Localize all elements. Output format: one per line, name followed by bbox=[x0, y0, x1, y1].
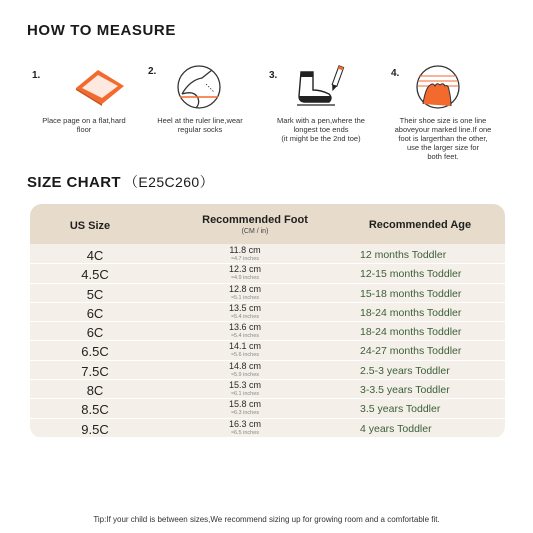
foot-inches-cell: ≈5.1 inches bbox=[230, 294, 260, 301]
size-chart-title-text: SIZE CHART bbox=[27, 174, 121, 191]
age-cell: 12-15 months Toddler bbox=[360, 268, 462, 281]
table-body bbox=[30, 245, 505, 438]
us-size-cell: 6C bbox=[86, 305, 104, 321]
us-size-cell: 6C bbox=[86, 325, 104, 341]
foot-inches-cell: ≈4.7 inches bbox=[230, 256, 260, 262]
table-header bbox=[30, 204, 505, 244]
age-cell: 3-3.5 years Toddler bbox=[360, 384, 450, 397]
age-cell: 12 months Toddler bbox=[360, 249, 447, 261]
foot-cm-cell: 13.6 cm bbox=[228, 322, 261, 333]
us-size-cell: 6.5C bbox=[81, 344, 109, 360]
table-row bbox=[30, 341, 505, 360]
header-recommended-age: Recommended Age bbox=[368, 219, 472, 231]
measure-step-1 bbox=[22, 64, 146, 164]
us-size-cell: 4.5C bbox=[81, 267, 109, 283]
measure-step-4 bbox=[381, 64, 505, 164]
us-size-cell: 7.5C bbox=[81, 363, 109, 379]
step-number: 3. bbox=[269, 70, 278, 81]
size-chart-title bbox=[27, 172, 214, 192]
table-row bbox=[30, 245, 505, 264]
foot-inches-cell: ≈5.4 inches bbox=[230, 313, 260, 320]
size-chart-code: （E25C260） bbox=[124, 174, 214, 190]
us-size-cell: 5C bbox=[86, 286, 104, 302]
table-row bbox=[30, 419, 505, 438]
foot-inches-cell: ≈5.4 inches bbox=[230, 333, 260, 340]
measure-step-2 bbox=[138, 64, 262, 164]
foot-inches-cell: ≈6.1 inches bbox=[230, 391, 260, 398]
foot-inches-cell: ≈6.5 inches bbox=[230, 429, 260, 436]
age-cell: 4 years Toddler bbox=[360, 422, 432, 435]
step-number: 4. bbox=[391, 68, 400, 79]
foot-cm-cell: 11.8 cm bbox=[229, 245, 261, 255]
step-caption: Mark with a pen,where the longest toe ends (it might be the 2nd toe) bbox=[277, 116, 365, 143]
foot-cm-cell: 16.3 cm bbox=[228, 418, 261, 429]
measure-step-3 bbox=[259, 64, 383, 164]
table-row bbox=[30, 361, 505, 380]
step-caption: Place page on a flat,hard floor bbox=[42, 116, 126, 134]
foot-cm-cell: 13.5 cm bbox=[228, 302, 261, 313]
us-size-cell: 9.5C bbox=[81, 421, 109, 437]
foot-cm-cell: 12.8 cm bbox=[228, 283, 261, 294]
age-cell: 24-27 months Toddler bbox=[360, 345, 462, 358]
foot-cm-cell: 14.1 cm bbox=[228, 341, 261, 352]
step-number: 1. bbox=[32, 70, 41, 81]
sizing-tip: Tip:If your child is between sizes,We recommend sizing up for growing room and a comfortable fit. bbox=[93, 515, 440, 524]
age-cell: 2.5-3 years Toddler bbox=[360, 364, 450, 377]
table-row bbox=[30, 284, 505, 303]
header-recommended-foot: Recommended Foot bbox=[202, 214, 308, 226]
size-chart-table bbox=[30, 204, 505, 438]
table-row bbox=[30, 303, 505, 322]
us-size-cell: 8C bbox=[86, 383, 104, 399]
age-cell: 3.5 years Toddler bbox=[360, 403, 441, 416]
paper-sheet-icon bbox=[70, 64, 130, 108]
sock-pen-icon bbox=[295, 64, 345, 108]
foot-inches-cell: ≈6.3 inches bbox=[230, 410, 260, 417]
foot-cm-cell: 15.8 cm bbox=[228, 399, 261, 410]
step-caption: Their shoe size is one line aboveyour marked line.If one foot is largerthan the other, use the larger size for both feet. bbox=[394, 116, 492, 161]
foot-cm-cell: 12.3 cm bbox=[228, 264, 261, 275]
how-to-measure-title: HOW TO MEASURE bbox=[27, 22, 176, 39]
age-cell: 18-24 months Toddler bbox=[360, 326, 462, 339]
header-us-size: US Size bbox=[69, 220, 111, 232]
age-cell: 18-24 months Toddler bbox=[360, 306, 462, 319]
foot-cm-cell: 14.8 cm bbox=[228, 360, 261, 371]
heel-ruler-icon bbox=[176, 64, 222, 110]
foot-inches-cell: ≈5.6 inches bbox=[230, 352, 260, 359]
table-row bbox=[30, 264, 505, 283]
step-number: 2. bbox=[148, 66, 157, 77]
foot-inches-cell: ≈5.9 inches bbox=[230, 371, 260, 378]
table-row bbox=[30, 380, 505, 399]
toe-line-icon bbox=[415, 64, 461, 110]
step-caption: Heel at the ruler line,wear regular socks bbox=[157, 116, 243, 134]
header-foot-units: (CM / in) bbox=[241, 228, 269, 235]
foot-inches-cell: ≈4.9 inches bbox=[230, 275, 260, 282]
table-row bbox=[30, 322, 505, 341]
us-size-cell: 4C bbox=[86, 248, 104, 263]
us-size-cell: 8.5C bbox=[81, 402, 109, 418]
table-row bbox=[30, 399, 505, 418]
foot-cm-cell: 15.3 cm bbox=[228, 380, 261, 391]
age-cell: 15-18 months Toddler bbox=[360, 287, 462, 300]
